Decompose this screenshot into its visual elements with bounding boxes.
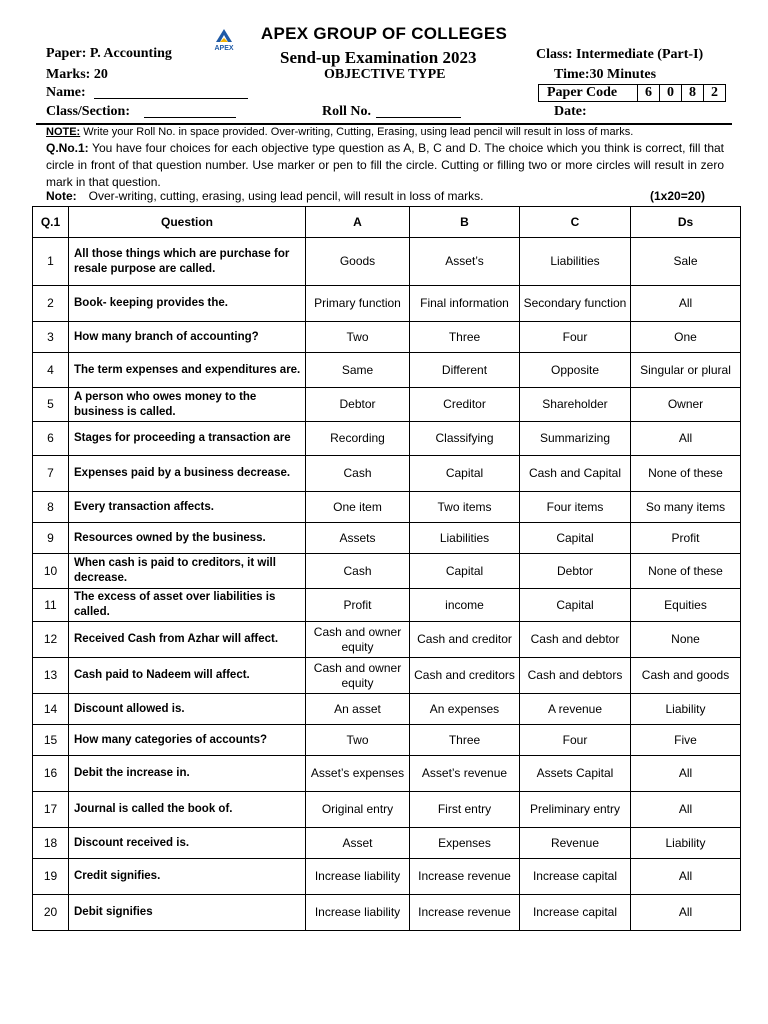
option-a[interactable]: Assets [306, 523, 410, 554]
objective-type-label: OBJECTIVE TYPE [324, 67, 446, 82]
paper-code-digit: 2 [703, 85, 725, 101]
note2-label: Note: [46, 189, 77, 203]
question-number: 14 [33, 694, 69, 725]
option-b[interactable]: Different [410, 353, 520, 388]
roll-no-label: Roll No. [322, 104, 371, 119]
question-number: 3 [33, 322, 69, 353]
question-text: All those things which are purchase for resale purpose are called. [69, 238, 306, 286]
option-b[interactable]: Increase revenue [410, 895, 520, 931]
option-c[interactable]: Cash and debtors [520, 658, 631, 694]
question-number: 15 [33, 725, 69, 756]
table-row [33, 523, 741, 554]
option-a[interactable]: Asset’s expenses [306, 756, 410, 792]
option-d[interactable]: Profit [631, 523, 741, 554]
table-row [33, 756, 741, 792]
table-row [33, 322, 741, 353]
question-text: Journal is called the book of. [69, 792, 306, 828]
option-d[interactable]: None [631, 622, 741, 658]
column-header-b: B [410, 207, 520, 238]
option-a[interactable]: Original entry [306, 792, 410, 828]
question-text: Debit signifies [69, 895, 306, 931]
name-label: Name: [46, 85, 86, 100]
question-number: 18 [33, 828, 69, 859]
question-number: 19 [33, 859, 69, 895]
question-number: 12 [33, 622, 69, 658]
class-section-field[interactable] [144, 117, 236, 118]
question-text: When cash is paid to creditors, it will decrease. [69, 554, 306, 589]
question-number: 4 [33, 353, 69, 388]
option-b[interactable]: Cash and creditor [410, 622, 520, 658]
objective-questions-table [32, 206, 741, 931]
question-text: The excess of asset over liabilities is called. [69, 589, 306, 622]
option-c[interactable]: Debtor [520, 554, 631, 589]
table-row [33, 353, 741, 388]
option-c[interactable]: A revenue [520, 694, 631, 725]
option-d[interactable]: All [631, 859, 741, 895]
option-c[interactable]: Capital [520, 589, 631, 622]
option-a[interactable]: Primary function [306, 286, 410, 322]
table-row [33, 725, 741, 756]
option-d[interactable]: One [631, 322, 741, 353]
table-row [33, 589, 741, 622]
option-c[interactable]: Capital [520, 523, 631, 554]
question-text: How many categories of accounts? [69, 725, 306, 756]
table-row [33, 492, 741, 523]
option-b[interactable]: Final information [410, 286, 520, 322]
option-c[interactable]: Secondary function [520, 286, 631, 322]
option-d[interactable]: Five [631, 725, 741, 756]
option-d[interactable]: None of these [631, 456, 741, 492]
question-text: Stages for proceeding a transaction are [69, 422, 306, 456]
option-c[interactable]: Revenue [520, 828, 631, 859]
question-text: Credit signifies. [69, 859, 306, 895]
option-d[interactable]: Liability [631, 694, 741, 725]
option-d[interactable]: All [631, 792, 741, 828]
option-d[interactable]: Singular or plural [631, 353, 741, 388]
option-c[interactable]: Preliminary entry [520, 792, 631, 828]
question-number: 9 [33, 523, 69, 554]
table-row [33, 658, 741, 694]
option-c[interactable]: Increase capital [520, 859, 631, 895]
option-b[interactable]: Liabilities [410, 523, 520, 554]
column-header-d: Ds [631, 207, 741, 238]
option-c[interactable]: Cash and debtor [520, 622, 631, 658]
option-a[interactable]: Increase liability [306, 895, 410, 931]
option-d[interactable]: So many items [631, 492, 741, 523]
roll-note [46, 126, 633, 138]
option-d[interactable]: All [631, 756, 741, 792]
exam-title: Send-up Examination 2023 [280, 48, 477, 67]
question-number: 6 [33, 422, 69, 456]
option-a[interactable]: Goods [306, 238, 410, 286]
option-c[interactable]: Summarizing [520, 422, 631, 456]
question-number: 7 [33, 456, 69, 492]
option-b[interactable]: Three [410, 322, 520, 353]
question-number: 16 [33, 756, 69, 792]
time-label: Time:30 Minutes [554, 67, 657, 82]
option-a[interactable]: Cash [306, 554, 410, 589]
option-b[interactable]: Asset’s [410, 238, 520, 286]
paper-code-digit: 8 [681, 85, 703, 101]
option-b[interactable]: First entry [410, 792, 520, 828]
table-row [33, 895, 741, 931]
option-a[interactable]: Debtor [306, 388, 410, 422]
question-label: Q.No.1: [46, 141, 89, 155]
logo-text: APEX [214, 45, 234, 52]
option-d[interactable]: Sale [631, 238, 741, 286]
option-b[interactable]: Two items [410, 492, 520, 523]
option-c[interactable]: Liabilities [520, 238, 631, 286]
table-row [33, 286, 741, 322]
logo-icon [210, 28, 238, 54]
question-text: Cash paid to Nadeem will affect. [69, 658, 306, 694]
option-b[interactable]: An expenses [410, 694, 520, 725]
option-a[interactable]: Cash [306, 456, 410, 492]
column-header-qno: Q.1 [33, 207, 69, 238]
option-d[interactable]: None of these [631, 554, 741, 589]
option-d[interactable]: All [631, 422, 741, 456]
option-b[interactable]: Three [410, 725, 520, 756]
table-row [33, 622, 741, 658]
option-b[interactable]: Capital [410, 554, 520, 589]
option-a[interactable]: Cash and owner equity [306, 622, 410, 658]
option-c[interactable]: Four items [520, 492, 631, 523]
option-b[interactable]: Cash and creditors [410, 658, 520, 694]
option-c[interactable]: Increase capital [520, 895, 631, 931]
question-instructions [46, 140, 724, 191]
note2-text: Over-writing, cutting, erasing, using lead pencil, will result in loss of marks. [88, 189, 484, 203]
option-a[interactable]: One item [306, 492, 410, 523]
class-label: Class: Intermediate (Part-I) [536, 47, 704, 62]
option-a[interactable]: Same [306, 353, 410, 388]
paper-subject: Paper: P. Accounting [46, 46, 172, 61]
option-a[interactable]: Two [306, 322, 410, 353]
table-row [33, 456, 741, 492]
note-label: NOTE: [46, 126, 81, 138]
table-row [33, 554, 741, 589]
option-c[interactable]: Four [520, 725, 631, 756]
marks-scheme: (1x20=20) [650, 189, 706, 203]
name-field[interactable] [94, 98, 248, 99]
second-note [46, 189, 484, 203]
option-d[interactable]: Equities [631, 589, 741, 622]
table-row [33, 859, 741, 895]
table-body [33, 238, 741, 931]
option-c[interactable]: Opposite [520, 353, 631, 388]
question-number: 17 [33, 792, 69, 828]
question-number: 13 [33, 658, 69, 694]
option-b[interactable]: Expenses [410, 828, 520, 859]
question-text: The term expenses and expenditures are. [69, 353, 306, 388]
question-text: Expenses paid by a business decrease. [69, 456, 306, 492]
paper-code-digit: 0 [659, 85, 681, 101]
option-d[interactable]: All [631, 286, 741, 322]
college-logo [210, 28, 238, 54]
date-label: Date: [554, 104, 587, 119]
question-text: Debit the increase in. [69, 756, 306, 792]
question-number: 1 [33, 238, 69, 286]
option-d[interactable]: Cash and goods [631, 658, 741, 694]
question-number: 5 [33, 388, 69, 422]
note-text: Write your Roll No. in space provided. Over-writing, Cutting, Erasing, using lead pencil will result in loss of marks. [80, 126, 634, 138]
roll-no-field[interactable] [376, 117, 461, 118]
option-a[interactable]: Two [306, 725, 410, 756]
option-c[interactable]: Cash and Capital [520, 456, 631, 492]
question-text: Book- keeping provides the. [69, 286, 306, 322]
table-row [33, 238, 741, 286]
option-c[interactable]: Assets Capital [520, 756, 631, 792]
marks-label: Marks: 20 [46, 67, 108, 82]
option-c[interactable]: Shareholder [520, 388, 631, 422]
table-row [33, 828, 741, 859]
option-b[interactable]: Increase revenue [410, 859, 520, 895]
option-c[interactable]: Four [520, 322, 631, 353]
question-number: 11 [33, 589, 69, 622]
table-row [33, 388, 741, 422]
column-header-a: A [306, 207, 410, 238]
question-text: Received Cash from Azhar will affect. [69, 622, 306, 658]
table-header-row [33, 207, 741, 238]
class-section-label: Class/Section: [46, 104, 130, 119]
column-header-c: C [520, 207, 631, 238]
option-b[interactable]: Creditor [410, 388, 520, 422]
question-text: Discount allowed is. [69, 694, 306, 725]
option-d[interactable]: Liability [631, 828, 741, 859]
paper-code-box [538, 84, 726, 102]
college-name: APEX GROUP OF COLLEGES [260, 24, 508, 43]
column-header-question: Question [69, 207, 306, 238]
option-a[interactable]: Increase liability [306, 859, 410, 895]
option-a[interactable]: Asset [306, 828, 410, 859]
option-b[interactable]: Capital [410, 456, 520, 492]
question-number: 2 [33, 286, 69, 322]
option-d[interactable]: Owner [631, 388, 741, 422]
table-row [33, 694, 741, 725]
option-d[interactable]: All [631, 895, 741, 931]
option-a[interactable]: Recording [306, 422, 410, 456]
option-b[interactable]: Asset’s revenue [410, 756, 520, 792]
question-number: 20 [33, 895, 69, 931]
option-b[interactable]: income [410, 589, 520, 622]
option-a[interactable]: Cash and owner equity [306, 658, 410, 694]
header-divider [36, 123, 732, 125]
question-instruction-text: You have four choices for each objective type question as A, B, C and D. The choice which you think is correct, fill that circle in front of that question number. Use marker or pen to fill the circle. Cutting or filling two or more circles will result in zero mark in that question. [46, 141, 724, 189]
option-a[interactable]: Profit [306, 589, 410, 622]
paper-code-digit: 6 [637, 85, 659, 101]
question-text: Resources owned by the business. [69, 523, 306, 554]
paper-code-label: Paper Code [547, 85, 618, 100]
question-number: 8 [33, 492, 69, 523]
table-row [33, 792, 741, 828]
question-number: 10 [33, 554, 69, 589]
question-text: Discount received is. [69, 828, 306, 859]
question-text: Every transaction affects. [69, 492, 306, 523]
question-text: A person who owes money to the business is called. [69, 388, 306, 422]
option-b[interactable]: Classifying [410, 422, 520, 456]
option-a[interactable]: An asset [306, 694, 410, 725]
question-text: How many branch of accounting? [69, 322, 306, 353]
table-row [33, 422, 741, 456]
